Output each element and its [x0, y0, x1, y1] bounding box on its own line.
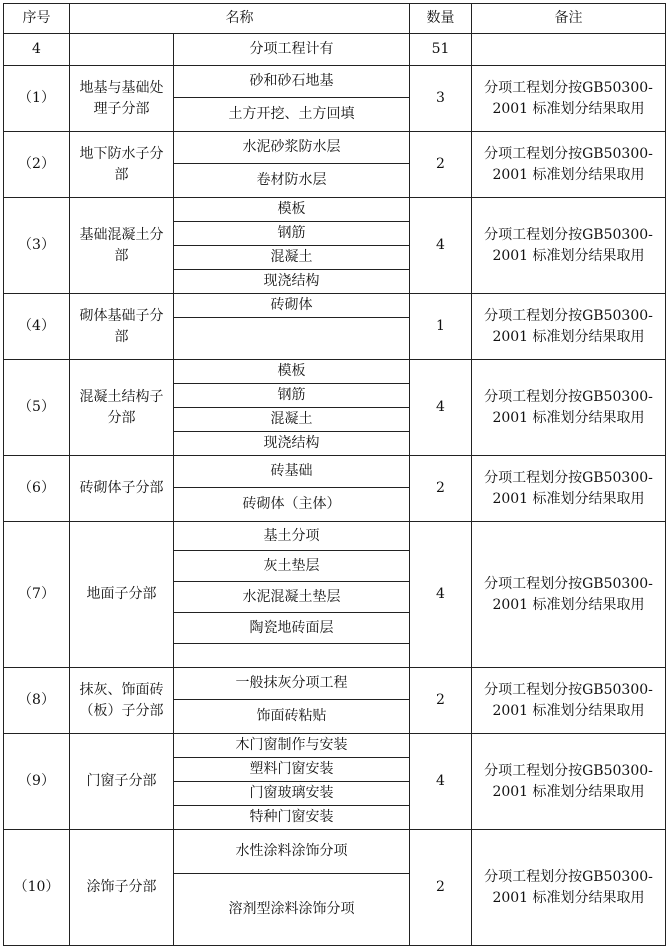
group-note: 分项工程划分按GB50300-2001 标准划分结果取用 — [472, 668, 666, 734]
group-qty: 4 — [410, 522, 472, 668]
group-note: 分项工程划分按GB50300-2001 标准划分结果取用 — [472, 830, 666, 946]
group-qty: 2 — [410, 132, 472, 198]
item-name: 木门窗制作与安装 — [174, 734, 410, 758]
item-name: 水泥砂浆防水层 — [174, 132, 410, 164]
item-name: 基土分项 — [174, 522, 410, 551]
table-row — [4, 294, 666, 318]
item-name: 水泥混凝土垫层 — [174, 582, 410, 613]
group-qty: 2 — [410, 668, 472, 734]
item-name: 混凝土 — [174, 246, 410, 270]
group-no: （1） — [4, 66, 70, 132]
header-qty: 数量 — [410, 4, 472, 34]
group-no: （4） — [4, 294, 70, 360]
group-name: 砌体基础子分部 — [70, 294, 174, 360]
group-name: 抹灰、饰面砖（板）子分部 — [70, 668, 174, 734]
header-name: 名称 — [70, 4, 410, 34]
total-blank — [70, 34, 174, 66]
group-no: （6） — [4, 456, 70, 522]
subdivision-table — [3, 3, 666, 946]
group-no: （5） — [4, 360, 70, 456]
total-note — [472, 34, 666, 66]
table-row — [4, 456, 666, 488]
item-name: 现浇结构 — [174, 270, 410, 294]
item-name: 陶瓷地砖面层 — [174, 613, 410, 644]
group-no: （10） — [4, 830, 70, 946]
table-row — [4, 132, 666, 164]
group-name: 地面子分部 — [70, 522, 174, 668]
total-name: 分项工程计有 — [174, 34, 410, 66]
item-name: 灰土垫层 — [174, 551, 410, 582]
item-name: 钢筋 — [174, 384, 410, 408]
item-name: 塑料门窗安装 — [174, 758, 410, 782]
total-qty: 51 — [410, 34, 472, 66]
group-note: 分项工程划分按GB50300-2001 标准划分结果取用 — [472, 522, 666, 668]
group-note: 分项工程划分按GB50300-2001 标准划分结果取用 — [472, 734, 666, 830]
item-name: 特种门窗安装 — [174, 806, 410, 830]
group-qty: 4 — [410, 198, 472, 294]
item-name: 水性涂料涂饰分项 — [174, 830, 410, 874]
item-name: 一般抹灰分项工程 — [174, 668, 410, 700]
header-note: 备注 — [472, 4, 666, 34]
group-no: （7） — [4, 522, 70, 668]
table-row — [4, 360, 666, 384]
group-name: 地下防水子分部 — [70, 132, 174, 198]
item-name: 溶剂型涂料涂饰分项 — [174, 874, 410, 946]
table-row — [4, 830, 666, 874]
group-name: 涂饰子分部 — [70, 830, 174, 946]
group-note: 分项工程划分按GB50300-2001 标准划分结果取用 — [472, 294, 666, 360]
group-qty: 3 — [410, 66, 472, 132]
item-name: 砂和砂石地基 — [174, 66, 410, 98]
group-note: 分项工程划分按GB50300-2001 标准划分结果取用 — [472, 456, 666, 522]
group-qty: 2 — [410, 830, 472, 946]
item-name: 模板 — [174, 198, 410, 222]
item-name: 门窗玻璃安装 — [174, 782, 410, 806]
item-name: 砖砌体 — [174, 294, 410, 318]
item-name: 混凝土 — [174, 408, 410, 432]
group-note: 分项工程划分按GB50300-2001 标准划分结果取用 — [472, 198, 666, 294]
group-name: 混凝土结构子分部 — [70, 360, 174, 456]
group-no: （2） — [4, 132, 70, 198]
item-name — [174, 644, 410, 668]
header-no: 序号 — [4, 4, 70, 34]
group-name: 门窗子分部 — [70, 734, 174, 830]
group-note: 分项工程划分按GB50300-2001 标准划分结果取用 — [472, 66, 666, 132]
group-qty: 1 — [410, 294, 472, 360]
table-row — [4, 198, 666, 222]
group-note: 分项工程划分按GB50300-2001 标准划分结果取用 — [472, 360, 666, 456]
group-name: 地基与基础处理子分部 — [70, 66, 174, 132]
group-no: （8） — [4, 668, 70, 734]
item-name: 饰面砖粘贴 — [174, 700, 410, 734]
header-row — [4, 4, 666, 34]
total-row — [4, 34, 666, 66]
table-row — [4, 734, 666, 758]
group-name: 基础混凝土分部 — [70, 198, 174, 294]
group-qty: 4 — [410, 734, 472, 830]
item-name: 砖基础 — [174, 456, 410, 488]
table-row — [4, 522, 666, 551]
group-no: （3） — [4, 198, 70, 294]
item-name: 模板 — [174, 360, 410, 384]
item-name: 现浇结构 — [174, 432, 410, 456]
total-no: 4 — [4, 34, 70, 66]
group-qty: 4 — [410, 360, 472, 456]
item-name: 钢筋 — [174, 222, 410, 246]
group-qty: 2 — [410, 456, 472, 522]
item-name: 土方开挖、土方回填 — [174, 98, 410, 132]
table-row — [4, 66, 666, 98]
item-name — [174, 318, 410, 360]
group-note: 分项工程划分按GB50300-2001 标准划分结果取用 — [472, 132, 666, 198]
item-name: 砖砌体（主体） — [174, 488, 410, 522]
group-no: （9） — [4, 734, 70, 830]
item-name: 卷材防水层 — [174, 164, 410, 198]
group-name: 砖砌体子分部 — [70, 456, 174, 522]
table-row — [4, 668, 666, 700]
